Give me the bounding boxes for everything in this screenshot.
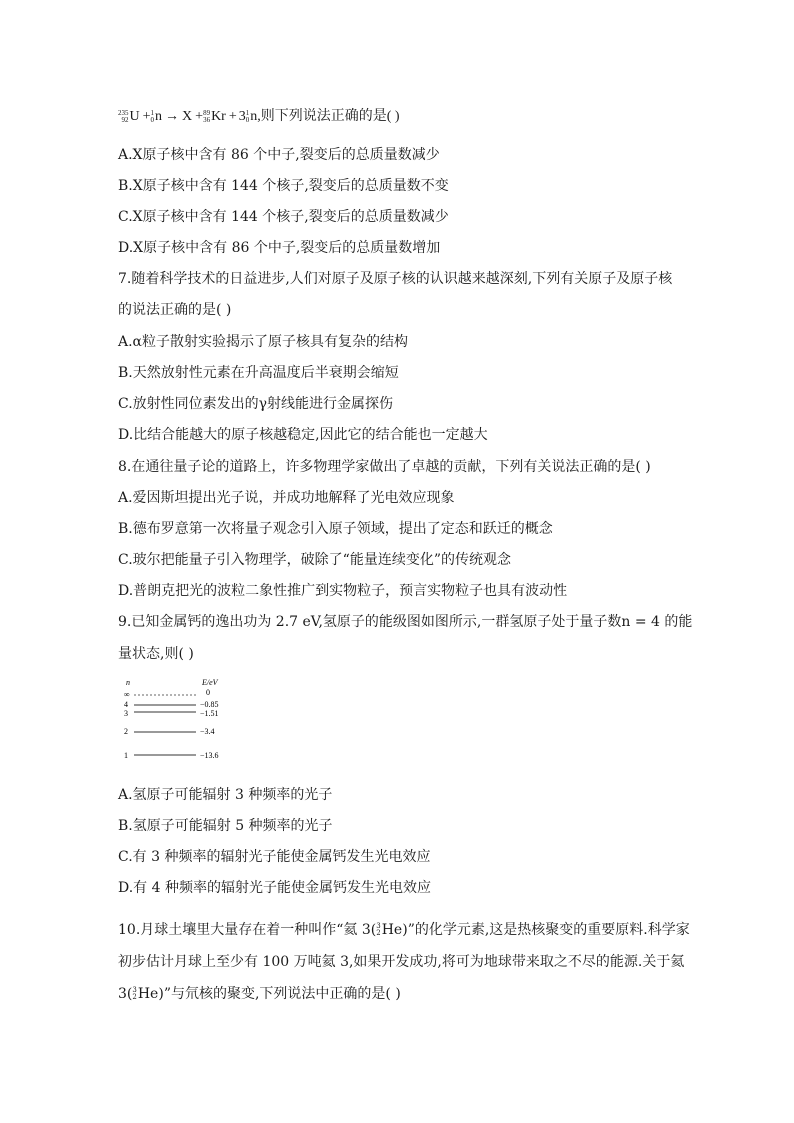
- q8-option-a: A.爱因斯坦提出光子说，并成功地解释了光电效应现象: [118, 490, 455, 506]
- level-e-inf: 0: [206, 688, 210, 697]
- q10-line1: 10.月球土壤里大量存在着一种叫作“氦 3( 3 2 He)”的化学元素,这是热核聚变的重要原料.科学家: [118, 922, 690, 938]
- q7-stem-line2: 的说法正确的是( ): [118, 302, 232, 318]
- he3-nuclide-2: 3 2: [132, 986, 137, 1001]
- q8-option-b: B.德布罗意第一次将量子观念引入原子领域，提出了定态和跃迁的概念: [118, 521, 553, 537]
- q9-option-c: C.有 3 种频率的辐射光子能使金属钙发生光电效应: [118, 849, 431, 865]
- q10-line2: 初步估计月球上至少有 100 万吨氦 3,如果开发成功,将可为地球带来取之不尽的能源.关于氦: [118, 954, 685, 970]
- q9-option-d: D.有 4 种频率的辐射光子能使金属钙发生光电效应: [118, 880, 431, 896]
- q7-stem-line1: 7.随着科学技术的日益进步,人们对原子及原子核的认识越来越深刻,下列有关原子及原子核: [118, 271, 673, 287]
- q8-stem: 8.在通往量子论的道路上，许多物理学家做出了卓越的贡献，下列有关说法正确的是( ): [118, 459, 651, 475]
- q6-stem-tail: ,则下列说法正确的是( ): [257, 109, 400, 124]
- q7-option-c: C.放射性同位素发出的γ射线能进行金属探伤: [118, 396, 394, 412]
- q9-option-a: A.氢原子可能辐射 3 种频率的光子: [118, 787, 333, 803]
- energy-level-diagram: [122, 676, 232, 766]
- level-e-1: −13.6: [200, 751, 219, 760]
- q10-line3: 3( 3 2 He)”与氘核的聚变,下列说法中正确的是( ): [118, 986, 401, 1002]
- u-nuclide: 235 92: [118, 108, 129, 124]
- level-e-3: −1.51: [200, 709, 219, 718]
- neutron-nuclide-2: 1 0: [245, 108, 250, 124]
- kr-nuclide: 89 36: [203, 108, 211, 124]
- q9-stem-line1: 9.已知金属钙的逸出功为 2.7 eV,氢原子的能级图如图所示,一群氢原子处于量子数n = 4 的能: [118, 614, 693, 630]
- neutron-nuclide: 1 0: [150, 108, 155, 124]
- level-n-2: 2: [124, 727, 128, 736]
- he3-nuclide: 3 2: [376, 922, 381, 937]
- q7-option-d: D.比结合能越大的原子核越稳定,因此它的结合能也一定越大: [118, 427, 488, 443]
- q7-option-a: A.α粒子散射实验揭示了原子核具有复杂的结构: [118, 334, 409, 350]
- q8-option-d: D.普朗克把光的波粒二象性推广到实物粒子，预言实物粒子也具有波动性: [118, 583, 568, 599]
- q8-option-c: C.玻尔把能量子引入物理学，破除了“能量连续变化”的传统观念: [118, 552, 511, 568]
- level-e-4: −0.85: [200, 700, 219, 709]
- q6-option-b: B.X原子核中含有 144 个核子,裂变后的总质量数不变: [118, 178, 449, 194]
- diagram-e-header: E/eV: [202, 678, 218, 687]
- q9-option-b: B.氢原子可能辐射 5 种频率的光子: [118, 818, 333, 834]
- level-n-4: 4: [124, 700, 128, 709]
- q9-stem-line2: 量状态,则( ): [118, 646, 194, 662]
- q6-option-d: D.X原子核中含有 86 个中子,裂变后的总质量数增加: [118, 240, 441, 256]
- q6-option-c: C.X原子核中含有 144 个核子,裂变后的总质量数减少: [118, 209, 449, 225]
- level-n-inf: ∞: [124, 690, 130, 699]
- diagram-n-header: n: [126, 678, 130, 687]
- level-n-3: 3: [124, 709, 128, 718]
- q7-option-b: B.天然放射性元素在升高温度后半衰期会缩短: [118, 365, 399, 381]
- level-e-2: −3.4: [200, 727, 215, 736]
- q6-option-a: A.X原子核中含有 86 个中子,裂变后的总质量数减少: [118, 147, 440, 163]
- q6-equation: 235 92 U + 1 0 n → X + 89 36 Kr + 3 1 0 n,则下列说法正确的是( ): [118, 108, 400, 124]
- level-n-1: 1: [124, 751, 128, 760]
